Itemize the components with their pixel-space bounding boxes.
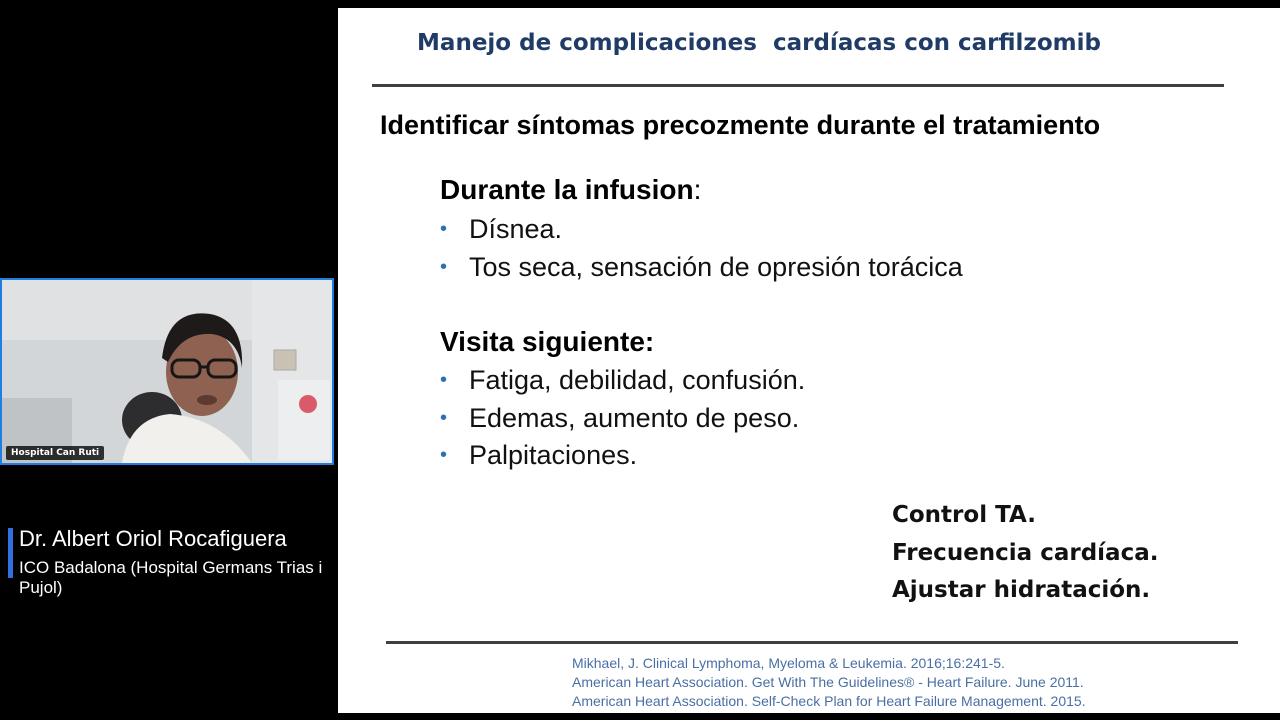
bullet-icon: • (440, 218, 448, 240)
reference-item: Mikhael, J. Clinical Lymphoma, Myeloma & Leukemia. 2016;16:241-5. (572, 655, 1005, 671)
presenter-name: Dr. Albert Oriol Rocafiguera (19, 526, 287, 551)
section-heading-next-visit (440, 326, 654, 358)
section-heading-label: Visita siguiente: (440, 326, 655, 357)
slide-title: Manejo de complicaciones cardíacas con carfilzomib (417, 30, 1101, 56)
references-divider (386, 641, 1238, 644)
list-item (440, 400, 805, 438)
list-item-text: Edemas, aumento de peso. (469, 402, 800, 433)
reference-item: American Heart Association. Get With The Guidelines® - Heart Failure. June 2011. (572, 674, 1084, 690)
bullet-list-next-visit (440, 362, 805, 475)
slide-subtitle: Identificar síntomas precozmente durante el tratamiento (380, 110, 1101, 140)
bullet-icon: • (440, 444, 448, 466)
list-item (440, 437, 805, 475)
control-item: Ajustar hidratación. (892, 577, 1151, 603)
bullet-icon: • (440, 255, 448, 278)
list-item-text: Palpitaciones. (469, 440, 638, 470)
section-heading-label: Durante la infusion (440, 174, 694, 205)
speaker-video-feed (2, 280, 332, 463)
control-item: Frecuencia cardíaca. (892, 539, 1159, 566)
bullet-icon: • (440, 406, 448, 429)
presenter-accent-bar (8, 528, 13, 578)
list-item-text: Tos seca, sensación de opresión torácica (469, 251, 963, 282)
control-item: Control TA. (892, 502, 1036, 528)
video-location-label: Hospital Can Ruti (6, 446, 104, 460)
bullet-list-infusion (440, 211, 963, 286)
list-item (440, 249, 963, 287)
reference-item: American Heart Association. Self-Check Plan for Heart Failure Management. 2015. (572, 693, 1086, 709)
list-item-text: Fatiga, debilidad, confusión. (469, 365, 806, 395)
section-heading-colon: : (693, 174, 702, 205)
references-list (572, 654, 1086, 711)
control-recommendations (892, 497, 1158, 610)
list-item (440, 211, 963, 249)
presentation-slide (338, 8, 1280, 713)
section-heading-infusion (440, 174, 701, 206)
title-divider (372, 84, 1224, 87)
speaker-video[interactable] (0, 278, 334, 465)
bullet-icon: • (440, 369, 448, 391)
list-item (440, 362, 805, 400)
list-item-text: Dísnea. (469, 214, 563, 244)
presenter-affiliation: ICO Badalona (Hospital Germans Trias i Pujol) (19, 558, 323, 597)
